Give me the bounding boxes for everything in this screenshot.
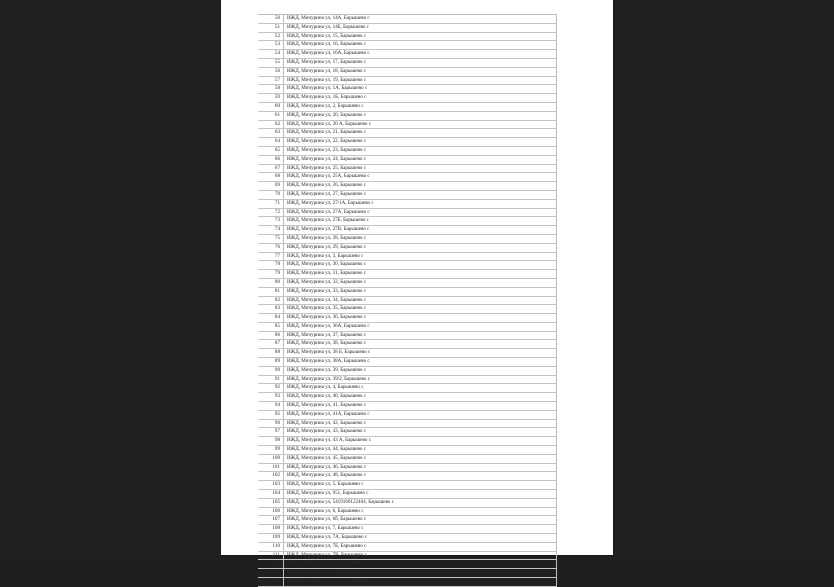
table-row <box>258 50 557 59</box>
row-number: 66 <box>258 155 284 164</box>
table-row <box>258 287 557 296</box>
table-row <box>258 173 557 182</box>
row-number: 81 <box>258 287 284 296</box>
row-number: 98 <box>258 437 284 446</box>
row-address: ИЖД, Мичурина ул, 38 Б, Барышево с <box>284 349 557 358</box>
row-number: 78 <box>258 261 284 270</box>
table-row <box>258 41 557 50</box>
row-number: 79 <box>258 270 284 279</box>
row-address: ИЖД, Мичурина ул, 14А, Барышево с <box>284 15 557 24</box>
table-row <box>258 76 557 85</box>
row-number: 53 <box>258 41 284 50</box>
row-number: 108 <box>258 525 284 534</box>
table-row <box>258 551 557 560</box>
table-row <box>258 58 557 67</box>
row-address: ИЖД, Мичурина ул, 38, Барышево с <box>284 340 557 349</box>
row-address: ИЖД, Мичурина ул, 27Б, Барышево с <box>284 217 557 226</box>
row-address: ИЖД, Мичурина ул, 4, Барышево с <box>284 384 557 393</box>
table-row <box>258 129 557 138</box>
row-number: 83 <box>258 305 284 314</box>
row-address: ИЖД, Мичурина ул, 26, Барышево с <box>284 182 557 191</box>
row-address: ИЖД, Мичурина ул, 46, Барышево с <box>284 463 557 472</box>
row-number: 88 <box>258 349 284 358</box>
document-page <box>221 0 613 584</box>
table-row <box>258 67 557 76</box>
row-address: ИЖД, Мичурина ул, 27, Барышево с <box>284 190 557 199</box>
row-address: ИЖД, Мичурина ул, 23, Барышево с <box>284 146 557 155</box>
row-number: 87 <box>258 340 284 349</box>
table-row <box>258 296 557 305</box>
table-row <box>258 507 557 516</box>
row-address: ИЖД, Мичурина ул, 8, Барышево с <box>284 560 557 569</box>
row-number: 73 <box>258 217 284 226</box>
table-row <box>258 164 557 173</box>
row-number: 51 <box>258 23 284 32</box>
table-row <box>258 23 557 32</box>
row-number: 57 <box>258 76 284 85</box>
row-address: ИЖД, Мичурина ул, 7, Барышево с <box>284 525 557 534</box>
row-number: 63 <box>258 129 284 138</box>
row-address: ИЖД, Мичурина ул, 45, Барышево с <box>284 454 557 463</box>
row-address: ИЖД, Мичурина ул, 27А, Барышево с <box>284 208 557 217</box>
row-address: ИЖД, Мичурина ул, 6, Барышево с <box>284 507 557 516</box>
row-address: ИЖД, Мичурина ул, 36, Барышево с <box>284 314 557 323</box>
table-row <box>258 322 557 331</box>
row-address: ИЖД, Мичурина ул, 21, Барышево с <box>284 129 557 138</box>
row-address: ИЖД, Мичурина ул, 18, Барышево с <box>284 67 557 76</box>
row-address: Баня, Мичурина ул, ул.13А, Барышево с <box>284 578 557 587</box>
row-number: 92 <box>258 384 284 393</box>
row-number: 106 <box>258 507 284 516</box>
row-number: 67 <box>258 164 284 173</box>
row-address: ИЖД, Мичурина ул, 19, Барышево с <box>284 76 557 85</box>
table-row <box>258 138 557 147</box>
row-address: ИЖД, Мичурина ул, 28, Барышево с <box>284 234 557 243</box>
table-row <box>258 155 557 164</box>
table-row <box>258 525 557 534</box>
row-address: ИЖД, Мичурина ул, 39/2, Барышево с <box>284 375 557 384</box>
row-address: ИЖД, Мичурина ул, 38А, Барышево с <box>284 358 557 367</box>
row-address: ИЖД, Мичурина ул, 44, Барышево с <box>284 446 557 455</box>
row-address: ИЖД, Мичурина ул, 14Б, Барышево с <box>284 23 557 32</box>
row-number: 71 <box>258 199 284 208</box>
row-number: 114 <box>258 578 284 587</box>
row-number: 80 <box>258 278 284 287</box>
row-number: 76 <box>258 243 284 252</box>
table-row <box>258 261 557 270</box>
row-address: ИЖД, Мичурина ул, 20 А, Барышево с <box>284 120 557 129</box>
table-row <box>258 481 557 490</box>
row-address: ИЖД, Мичурина ул, 16А, Барышево с <box>284 50 557 59</box>
row-number: 96 <box>258 419 284 428</box>
table-row <box>258 111 557 120</box>
table-row <box>258 446 557 455</box>
row-address: ИЖД, Мичурина ул, 7А, Барышево с <box>284 534 557 543</box>
table-row <box>258 419 557 428</box>
row-number: 50 <box>258 15 284 24</box>
row-address: ИЖД, Мичурина ул, 43, Барышево с <box>284 428 557 437</box>
table-row <box>258 569 557 578</box>
row-address: ИЖД, Мичурина ул, 40, Барышево с <box>284 393 557 402</box>
row-number: 60 <box>258 102 284 111</box>
table-row <box>258 102 557 111</box>
row-address: ИЖД, Мичурина ул, 3, Барышево с <box>284 252 557 261</box>
table-row <box>258 428 557 437</box>
row-address: ИЖД, Мичурина ул, 6б, Барышево с <box>284 516 557 525</box>
row-number: 97 <box>258 428 284 437</box>
row-address: ИЖД, Мичурина ул, 39, Барышево с <box>284 366 557 375</box>
row-address: ИЖД, Мичурина ул, 5, Барышево с <box>284 481 557 490</box>
table-row <box>258 437 557 446</box>
row-number: 109 <box>258 534 284 543</box>
row-address: ИЖД, Мичурина ул, 31, Барышево с <box>284 270 557 279</box>
table-row <box>258 94 557 103</box>
row-number: 90 <box>258 366 284 375</box>
table-row <box>258 199 557 208</box>
table-row <box>258 472 557 481</box>
row-address: ИЖД, Мичурина ул, 34, Барышево с <box>284 296 557 305</box>
row-number: 82 <box>258 296 284 305</box>
row-address: ИЖД, Мичурина ул, 7Б, Барышево с <box>284 542 557 551</box>
row-address: ИЖД, Мичурина ул, 17, Барышево с <box>284 58 557 67</box>
row-number: 111 <box>258 551 284 560</box>
row-number: 58 <box>258 85 284 94</box>
table-row <box>258 314 557 323</box>
row-address: ИЖД, Мичурина ул, 2, Барышево с <box>284 102 557 111</box>
table-row <box>258 252 557 261</box>
table-row <box>258 410 557 419</box>
row-number: 93 <box>258 393 284 402</box>
row-number: 101 <box>258 463 284 472</box>
row-number: 65 <box>258 146 284 155</box>
row-address: ИЖД, Мичурина ул, 5419160122404, Барышево с <box>284 498 557 507</box>
table-row <box>258 15 557 24</box>
table-row <box>258 498 557 507</box>
table-row <box>258 463 557 472</box>
row-number: 110 <box>258 542 284 551</box>
row-number: 91 <box>258 375 284 384</box>
table-row <box>258 358 557 367</box>
row-number: 56 <box>258 67 284 76</box>
table-row <box>258 32 557 41</box>
row-number: 112 <box>258 560 284 569</box>
table-row <box>258 560 557 569</box>
row-number: 102 <box>258 472 284 481</box>
row-address: ИЖД, Мичурина ул, 36А, Барышево с <box>284 322 557 331</box>
row-number: 94 <box>258 402 284 411</box>
table-row <box>258 234 557 243</box>
row-address: ИЖД, Мичурина ул, 29, Барышево с <box>284 243 557 252</box>
table-row <box>258 226 557 235</box>
table-row <box>258 270 557 279</box>
address-table <box>258 14 557 587</box>
table-row <box>258 85 557 94</box>
table-row <box>258 208 557 217</box>
table-row <box>258 305 557 314</box>
row-number: 68 <box>258 173 284 182</box>
table-row <box>258 375 557 384</box>
row-number: 74 <box>258 226 284 235</box>
table-row <box>258 120 557 129</box>
row-address: ИЖД, Мичурина ул, 24, Барышево с <box>284 155 557 164</box>
table-row <box>258 331 557 340</box>
table-row <box>258 516 557 525</box>
row-address: ИЖД, Мичурина ул, 25А, Барышево с <box>284 173 557 182</box>
table-row <box>258 402 557 411</box>
table-row <box>258 182 557 191</box>
table-row <box>258 490 557 499</box>
row-number: 54 <box>258 50 284 59</box>
row-address: ИЖД, Мичурина ул, 9, Барышево с <box>284 569 557 578</box>
row-number: 64 <box>258 138 284 147</box>
row-address: ИЖД, Мичурина ул, 48, Барышево с <box>284 472 557 481</box>
row-number: 77 <box>258 252 284 261</box>
row-address: ИЖД, Мичурина ул, 1Б, Барышево с <box>284 94 557 103</box>
table-row <box>258 384 557 393</box>
row-number: 85 <box>258 322 284 331</box>
row-address: ИЖД, Мичурина ул, 32, Барышево с <box>284 278 557 287</box>
row-number: 75 <box>258 234 284 243</box>
row-address: ИЖД, Мичурина ул, 951, Барышево с <box>284 490 557 499</box>
row-number: 84 <box>258 314 284 323</box>
table-row <box>258 278 557 287</box>
table-row <box>258 349 557 358</box>
row-address: ИЖД, Мичурина ул, 30, Барышево с <box>284 261 557 270</box>
row-address: ИЖД, Мичурина ул, 35, Барышево с <box>284 305 557 314</box>
row-address: ИЖД, Мичурина ул, 15, Барышево с <box>284 32 557 41</box>
row-address: ИЖД, Мичурина ул, 22, Барышево с <box>284 138 557 147</box>
row-number: 105 <box>258 498 284 507</box>
table-row <box>258 578 557 587</box>
row-number: 55 <box>258 58 284 67</box>
row-number: 89 <box>258 358 284 367</box>
row-number: 52 <box>258 32 284 41</box>
table-row <box>258 217 557 226</box>
row-address: ИЖД, Мичурина ул, 7В, Барышево с <box>284 551 557 560</box>
row-address: ИЖД, Мичурина ул, 41, Барышево с <box>284 402 557 411</box>
row-number: 95 <box>258 410 284 419</box>
row-number: 62 <box>258 120 284 129</box>
row-number: 69 <box>258 182 284 191</box>
row-address: ИЖД, Мичурина ул, 1А, Барышево с <box>284 85 557 94</box>
table-row <box>258 340 557 349</box>
table-row <box>258 454 557 463</box>
table-row <box>258 542 557 551</box>
row-address: ИЖД, Мичурина ул, 42, Барышево с <box>284 419 557 428</box>
row-number: 113 <box>258 569 284 578</box>
row-number: 104 <box>258 490 284 499</box>
row-number: 61 <box>258 111 284 120</box>
row-number: 103 <box>258 481 284 490</box>
table-row <box>258 190 557 199</box>
row-address: ИЖД, Мичурина ул, 27/1А, Барышево с <box>284 199 557 208</box>
row-address: ИЖД, Мичурина ул, 25, Барышево с <box>284 164 557 173</box>
row-address: ИЖД, Мичурина ул, 37, Барышево с <box>284 331 557 340</box>
table-row <box>258 534 557 543</box>
table-row <box>258 243 557 252</box>
row-number: 86 <box>258 331 284 340</box>
row-number: 107 <box>258 516 284 525</box>
table-row <box>258 366 557 375</box>
table-row <box>258 146 557 155</box>
row-number: 70 <box>258 190 284 199</box>
row-address: ИЖД, Мичурина ул, 41А, Барышево с <box>284 410 557 419</box>
row-address: ИЖД, Мичурина ул, 20, Барышево с <box>284 111 557 120</box>
row-address: ИЖД, Мичурина ул, 27В, Барышево с <box>284 226 557 235</box>
row-address: ИЖД, Мичурина ул, 43 А, Барышево с <box>284 437 557 446</box>
row-number: 99 <box>258 446 284 455</box>
row-number: 72 <box>258 208 284 217</box>
row-address: ИЖД, Мичурина ул, 16, Барышево с <box>284 41 557 50</box>
row-address: ИЖД, Мичурина ул, 33, Барышево с <box>284 287 557 296</box>
row-number: 59 <box>258 94 284 103</box>
table-row <box>258 393 557 402</box>
row-number: 100 <box>258 454 284 463</box>
